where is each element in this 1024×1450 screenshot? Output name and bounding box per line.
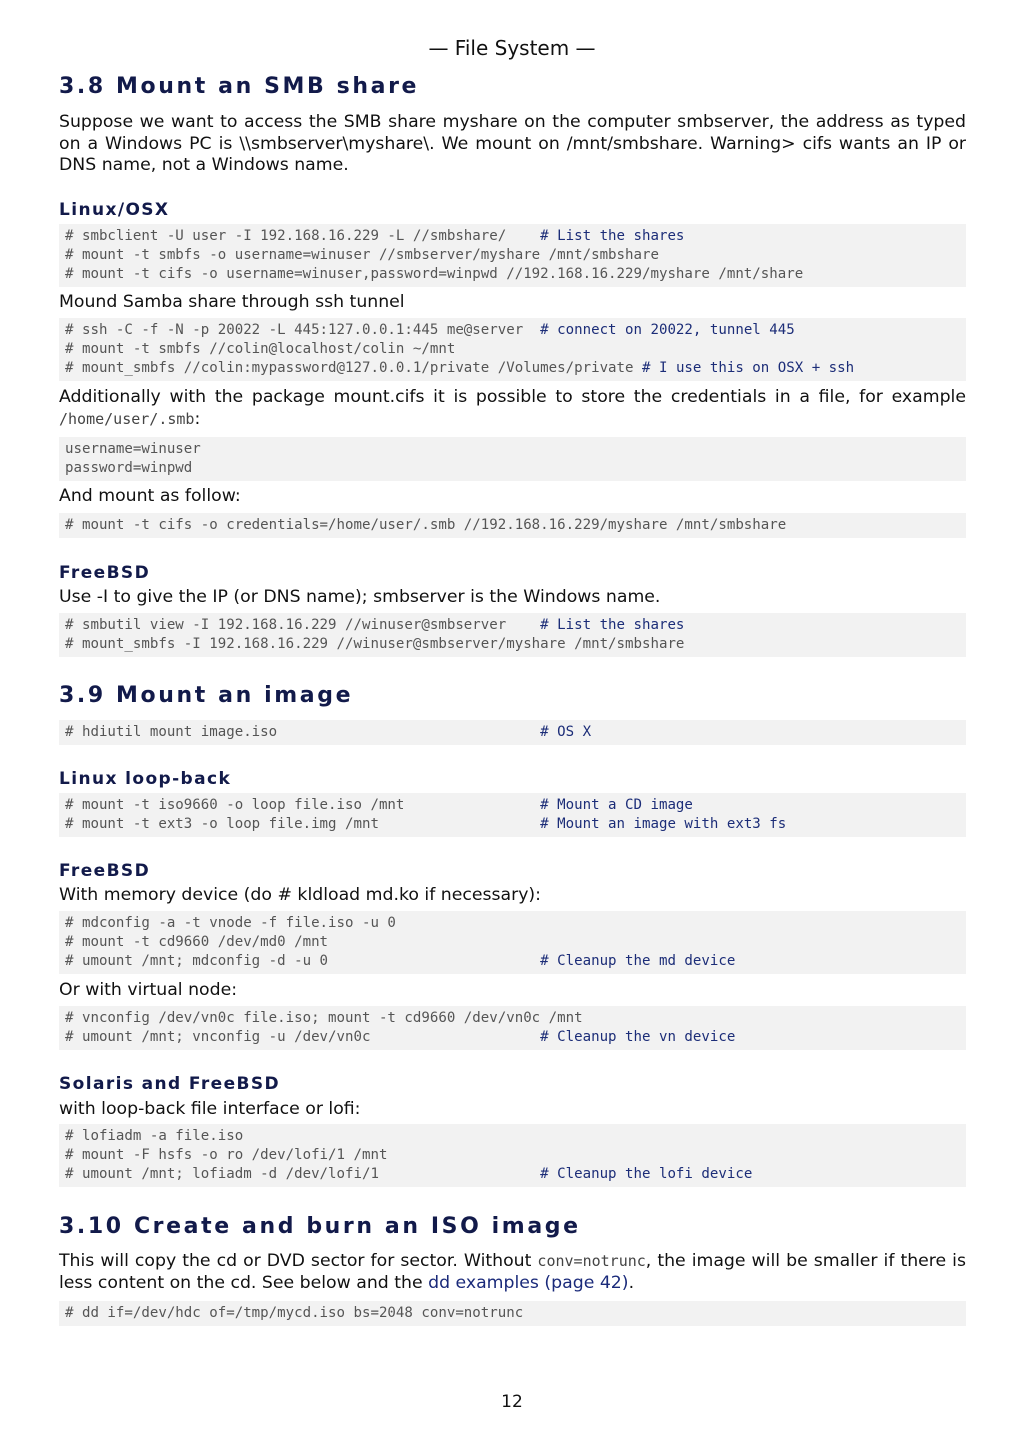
- iso-paragraph: [59, 1251, 966, 1294]
- code-comment: # List the shares: [540, 617, 685, 633]
- mount-label: And mount as follow:: [59, 486, 241, 506]
- solaris-freebsd-heading: Solaris and FreeBSD: [59, 1074, 281, 1094]
- linux-osx-heading: Linux/OSX: [59, 200, 170, 220]
- vnconfig-code-block: [59, 1006, 966, 1050]
- code-comment: # Mount a CD image: [540, 797, 693, 813]
- code-comment: # I use this on OSX + ssh: [642, 360, 855, 376]
- cifs-credentials-paragraph: [59, 387, 966, 430]
- code-line: [65, 796, 966, 815]
- code-line: [65, 933, 966, 952]
- code-command: # smbclient -U user -I 192.168.16.229 -L //smbshare/: [65, 228, 541, 244]
- code-line: [65, 952, 966, 971]
- loopback-code-block: [59, 793, 966, 837]
- iso-inline-code: conv=notrunc: [537, 1252, 646, 1270]
- memory-device-text: With memory device (do # kldload md.ko if necessary):: [59, 885, 541, 905]
- code-command: # ssh -C -f -N -p 20022 -L 445:127.0.0.1:445 me@server: [65, 322, 541, 338]
- code-command: # mount -F hsfs -o ro /dev/lofi/1 /mnt: [65, 1147, 388, 1163]
- smb-intro-paragraph: Suppose we want to access the SMB share myshare on the computer smbserver, the address as typed on a Windows PC is \\smbserver\myshare\. We mount on /mnt/smbshare. Warning> cifs wants an IP or DNS name, not a Windows name.: [59, 112, 966, 175]
- code-line: [65, 321, 966, 340]
- code-comment: # Cleanup the md device: [540, 953, 736, 969]
- linux-osx-code-block: [59, 224, 966, 287]
- code-line: [65, 616, 966, 635]
- ssh-tunnel-code-block: [59, 318, 966, 381]
- code-command: # umount /mnt; vnconfig -u /dev/vn0c: [65, 1029, 541, 1045]
- cifs-text: Additionally with the package mount.cifs it is possible to store the credentials in a file, for example: [59, 387, 966, 407]
- iso-text-end: .: [628, 1272, 635, 1293]
- page-number: 12: [501, 1392, 523, 1412]
- code-command: # lofiadm -a file.iso: [65, 1128, 244, 1144]
- code-command: # mount -t smbfs //colin@localhost/colin ~/mnt: [65, 341, 456, 357]
- code-comment: # OS X: [540, 724, 592, 740]
- freebsd-image-heading: FreeBSD: [59, 861, 151, 881]
- code-command: # mount -t iso9660 -o loop file.iso /mnt: [65, 797, 541, 813]
- code-line: [65, 359, 966, 378]
- code-line: [65, 516, 966, 535]
- freebsd-smb-text: Use -I to give the IP (or DNS name); smbserver is the Windows name.: [59, 587, 661, 607]
- code-line: [65, 246, 966, 265]
- code-command: # mdconfig -a -t vnode -f file.iso -u 0: [65, 915, 396, 931]
- code-line: [65, 1146, 966, 1165]
- code-line: [65, 815, 966, 834]
- code-line: [65, 1028, 966, 1047]
- code-line: [65, 1009, 966, 1028]
- freebsd-smb-code-block: [59, 613, 966, 657]
- code-line: [65, 459, 966, 478]
- code-command: # mount_smbfs //colin:mypassword@127.0.0.1/private /Volumes/private: [65, 360, 642, 376]
- code-command: # mount -t smbfs -o username=winuser //smbserver/myshare /mnt/smbshare: [65, 247, 659, 263]
- code-command: # smbutil view -I 192.168.16.229 //winuser@smbserver: [65, 617, 541, 633]
- dd-code-block: [59, 1301, 966, 1326]
- ssh-tunnel-label: Mound Samba share through ssh tunnel: [59, 292, 405, 312]
- code-command: # umount /mnt; mdconfig -d -u 0: [65, 953, 541, 969]
- code-command: username=winuser: [65, 441, 201, 457]
- virtual-node-label: Or with virtual node:: [59, 980, 238, 1000]
- code-line: [65, 914, 966, 933]
- code-line: [65, 265, 966, 284]
- code-command: password=winpwd: [65, 460, 193, 476]
- iso-text-middle: , the image will be smaller if there is less content on the cd. See below and the: [59, 1251, 966, 1293]
- code-comment: # List the shares: [540, 228, 685, 244]
- code-line: [65, 1304, 966, 1323]
- code-command: # vnconfig /dev/vn0c file.iso; mount -t cd9660 /dev/vn0c /mnt: [65, 1010, 583, 1026]
- page-header: — File System —: [428, 36, 596, 60]
- code-comment: # Cleanup the lofi device: [540, 1166, 753, 1182]
- code-command: # mount -t ext3 -o loop file.img /mnt: [65, 816, 541, 832]
- code-line: [65, 340, 966, 359]
- code-line: [65, 1127, 966, 1146]
- code-line: [65, 635, 966, 654]
- section-title-3-9: 3.9 Mount an image: [59, 683, 354, 708]
- section-title-3-8: 3.8 Mount an SMB share: [59, 74, 420, 99]
- code-comment: # Cleanup the vn device: [540, 1029, 736, 1045]
- iso-text: This will copy the cd or DVD sector for sector. Without: [59, 1251, 538, 1271]
- code-command: # umount /mnt; lofiadm -d /dev/lofi/1: [65, 1166, 541, 1182]
- mount-cifs-code-block: [59, 513, 966, 538]
- dd-examples-link[interactable]: dd examples (page 42): [428, 1272, 629, 1293]
- mdconfig-code-block: [59, 911, 966, 974]
- code-command: # mount -t cifs -o credentials=/home/user/.smb //192.168.16.229/myshare /mnt/smbshare: [65, 517, 787, 533]
- code-comment: # Mount an image with ext3 fs: [540, 816, 787, 832]
- code-line: [65, 1165, 966, 1184]
- code-line: [65, 723, 966, 742]
- lofi-code-block: [59, 1124, 966, 1187]
- section-title-3-10: 3.10 Create and burn an ISO image: [59, 1214, 581, 1239]
- code-line: [65, 227, 966, 246]
- code-command: # mount -t cifs -o username=winuser,password=winpwd //192.168.16.229/myshare /mnt/share: [65, 266, 804, 282]
- freebsd-smb-heading: FreeBSD: [59, 563, 151, 583]
- code-comment: # connect on 20022, tunnel 445: [540, 322, 795, 338]
- code-line: [65, 440, 966, 459]
- cifs-path: /home/user/.smb: [59, 409, 195, 428]
- credentials-code-block: [59, 437, 966, 481]
- linux-loopback-heading: Linux loop-back: [59, 769, 232, 789]
- hdiutil-code-block: [59, 720, 966, 745]
- lofi-text: with loop-back file interface or lofi:: [59, 1099, 361, 1119]
- code-command: # mount -t cd9660 /dev/md0 /mnt: [65, 934, 329, 950]
- code-command: # mount_smbfs -I 192.168.16.229 //winuser@smbserver/myshare /mnt/smbshare: [65, 636, 685, 652]
- code-command: # hdiutil mount image.iso: [65, 724, 541, 740]
- cifs-text-end: :: [194, 408, 201, 429]
- code-command: # dd if=/dev/hdc of=/tmp/mycd.iso bs=2048 conv=notrunc: [65, 1305, 524, 1321]
